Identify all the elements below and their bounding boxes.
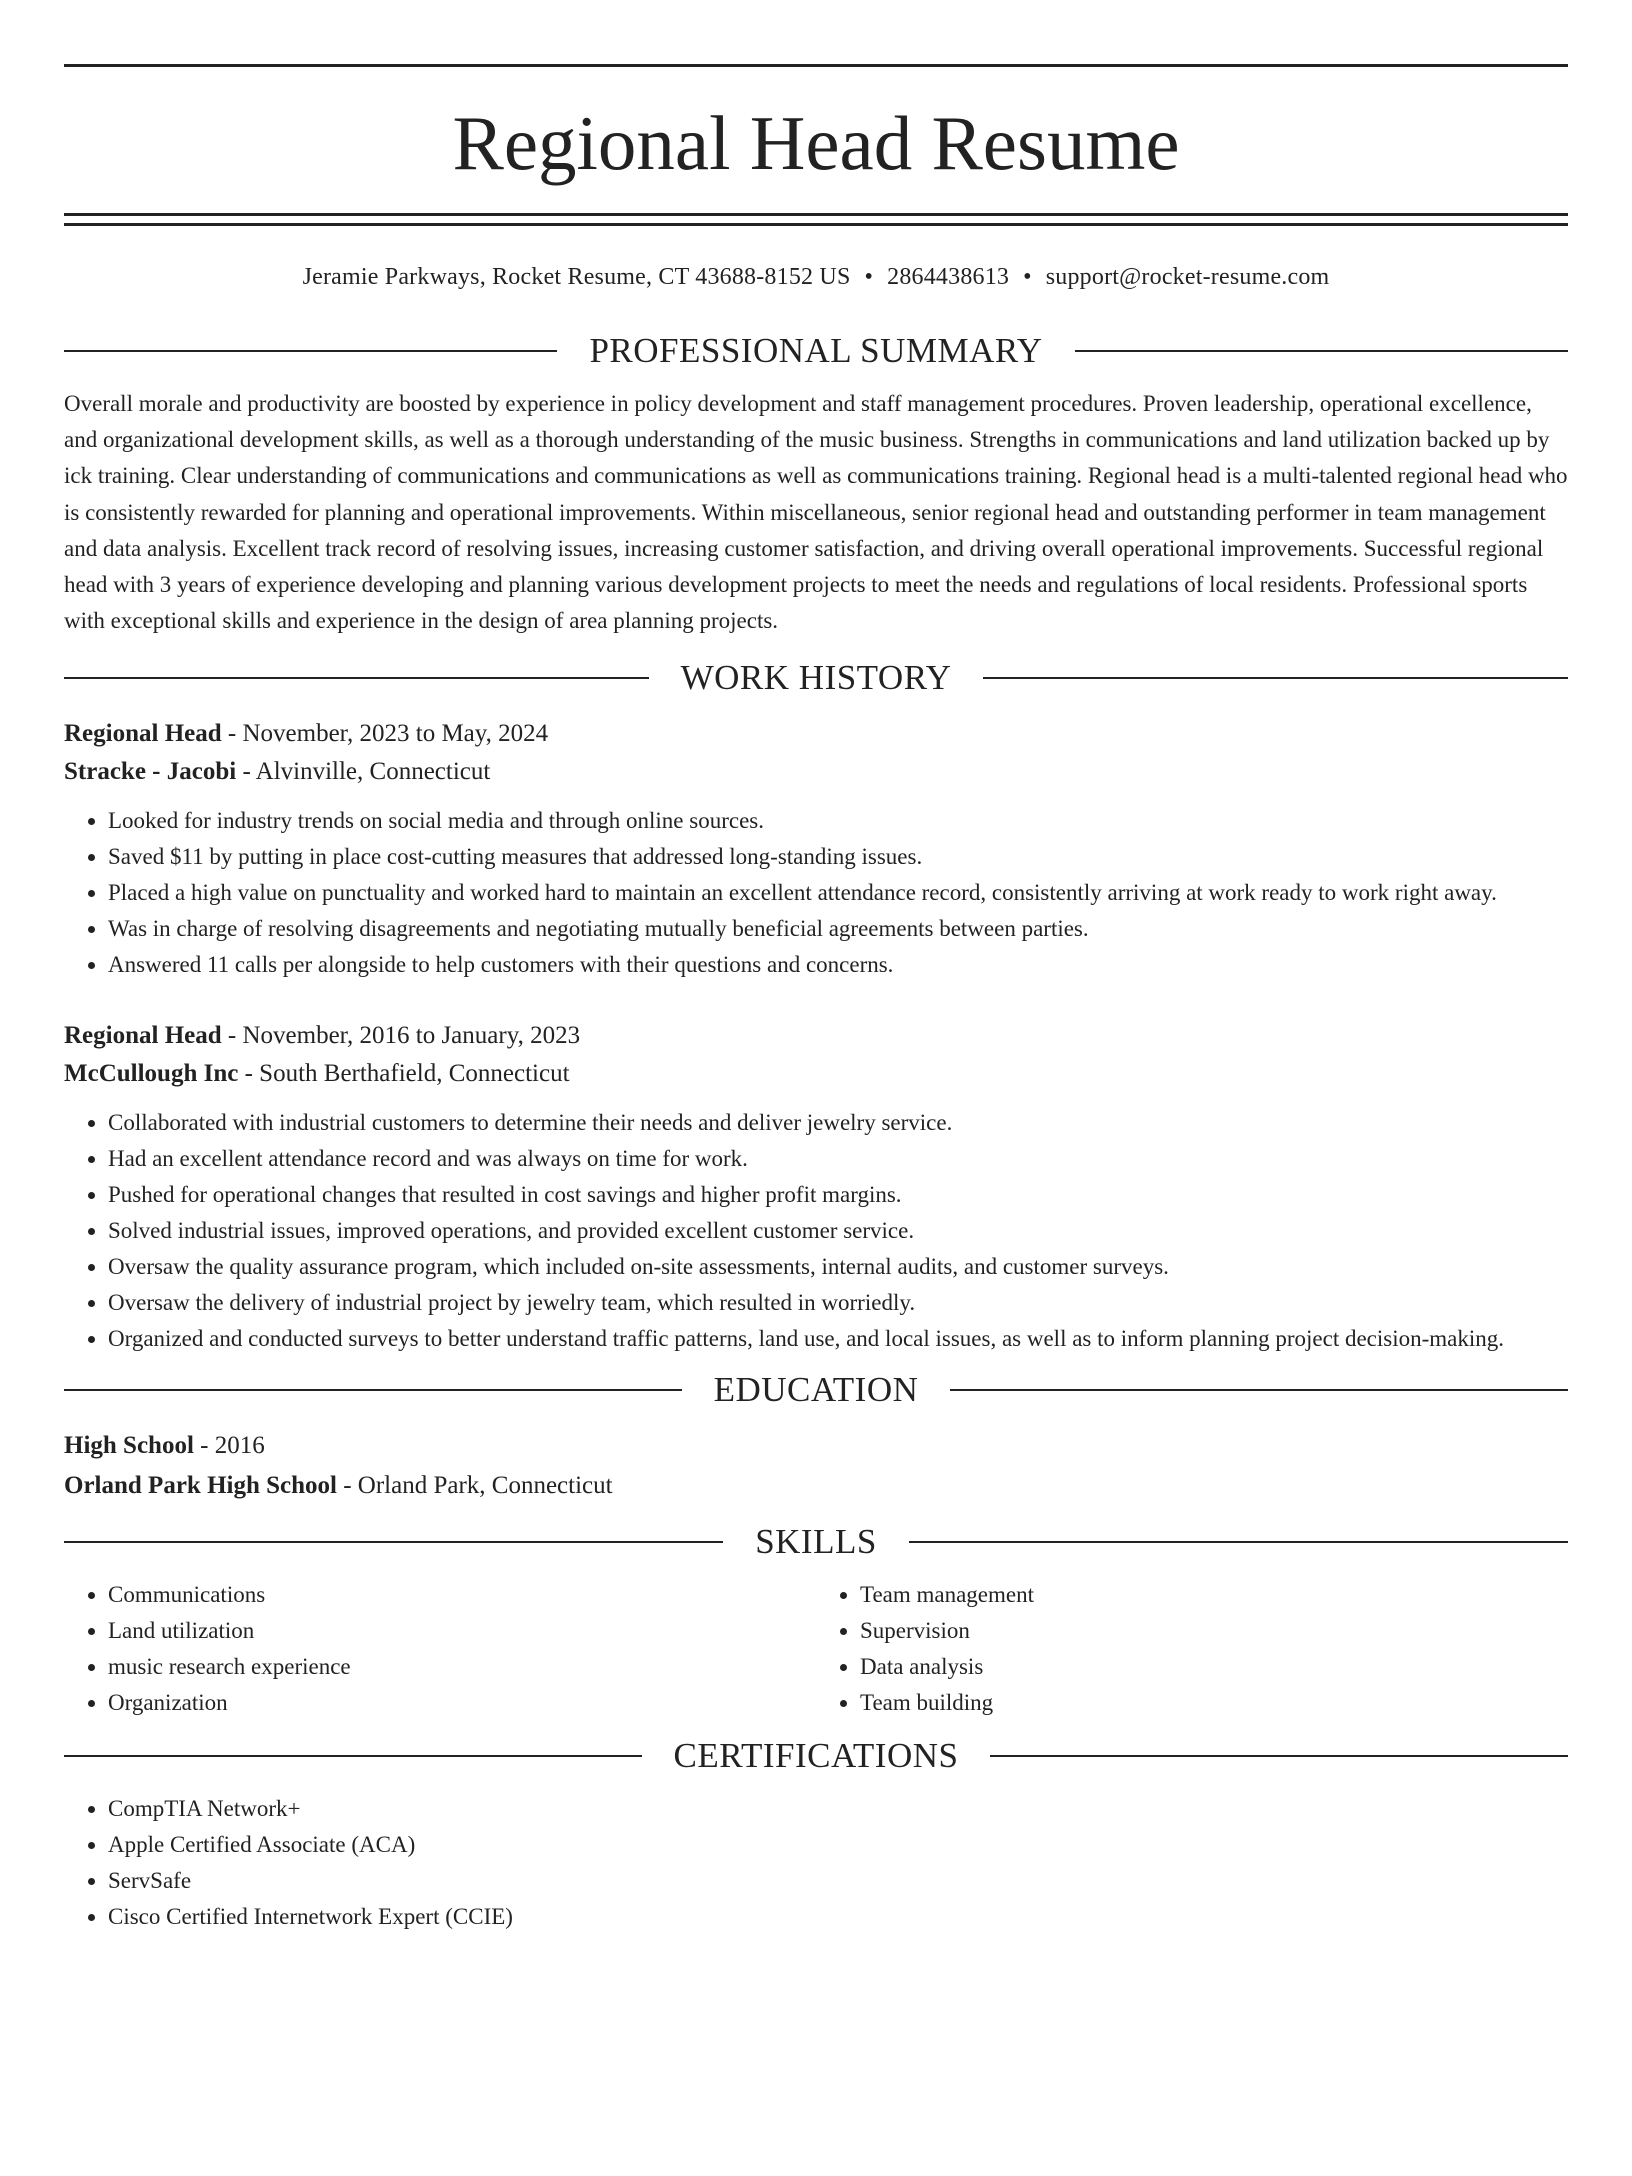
- job-title: Regional Head: [64, 1022, 222, 1050]
- job-location: - Alvinville, Connecticut: [236, 758, 491, 786]
- job-bullet: • Had an excellent attendance record and was always on time for work.: [108, 1141, 1568, 1177]
- job-bullet: • Collaborated with industrial customers to determine their needs and deliver jewelry service.: [108, 1105, 1568, 1141]
- education-school-line: [64, 1467, 1568, 1505]
- summary-section-header: [64, 326, 1568, 376]
- job-bullet: • Pushed for operational changes that resulted in cost savings and higher profit margins.: [108, 1177, 1568, 1213]
- job-dates: - November, 2023 to May, 2024: [221, 720, 549, 748]
- job-bullet: • Answered 11 calls per alongside to help customers with their questions and concerns.: [108, 947, 1568, 983]
- skill-item: • music research experience: [108, 1649, 816, 1685]
- work-section-title: WORK HISTORY: [680, 658, 952, 698]
- skill-item: • Land utilization: [108, 1613, 816, 1649]
- education-school: Orland Park High School: [64, 1472, 337, 1500]
- skills-list-right: [816, 1577, 1568, 1721]
- contact-line: [64, 262, 1568, 292]
- job-company-line: [64, 1055, 1568, 1093]
- contact-separator: •: [864, 264, 874, 290]
- resume-page: [0, 64, 1632, 2176]
- job-bullet: • Solved industrial issues, improved operations, and provided excellent customer service.: [108, 1213, 1568, 1249]
- job-entry: [64, 1017, 1568, 1357]
- certifications-list: [64, 1791, 1568, 1935]
- job-title: Regional Head: [64, 720, 222, 748]
- education-degree: High School: [64, 1432, 194, 1460]
- contact-address: Jeramie Parkways, Rocket Resume, CT 43688-8152 US: [302, 264, 851, 290]
- job-bullet: • Placed a high value on punctuality and worked hard to maintain an excellent attendance record, consistently arriving at work ready to work right away.: [108, 875, 1568, 911]
- education-location: - Orland Park, Connecticut: [336, 1472, 613, 1500]
- job-bullet: • Organized and conducted surveys to better understand traffic patterns, land use, and local issues, as well as to inform planning project decision-making.: [108, 1321, 1568, 1357]
- certification-item: • ServSafe: [108, 1863, 1568, 1899]
- contact-separator: •: [1023, 264, 1032, 290]
- job-title-line: [64, 1017, 1568, 1055]
- job-title-line: [64, 715, 1568, 753]
- skill-item: • Communications: [108, 1577, 816, 1613]
- certification-item: • CompTIA Network+: [108, 1791, 1568, 1827]
- summary-text: Overall morale and productivity are boosted by experience in policy development and staff management procedures. Proven leadership, operational excellence, and organizational development skills, as well as a thorough understanding of the music business. Strengths in communications and land utilization backed up by ick training. Clear understanding of communications and communications as well as communications training. Regional head is a multi-talented regional head who is consistently rewarded for planning and operational improvements. Within miscellaneous, senior regional head and outstanding performer in team management and data analysis. Excellent track record of resolving issues, increasing customer satisfaction, and driving overall operational improvements. Successful regional head with 3 years of experience developing and planning various development projects to meet the needs and regulations of local residents. Professional sports with exceptional skills and experience in the design of area planning projects.: [64, 391, 1568, 634]
- education-section-title: EDUCATION: [713, 1370, 919, 1410]
- job-bullets: [64, 803, 1568, 983]
- skill-item: • Team building: [860, 1685, 1568, 1721]
- skills-section-title: SKILLS: [755, 1522, 877, 1562]
- contact-email: support@rocket-resume.com: [1045, 264, 1330, 290]
- education-entry: [64, 1427, 1568, 1505]
- job-bullet: • Saved $11 by putting in place cost-cutting measures that addressed long-standing issues.: [108, 839, 1568, 875]
- skill-item: • Supervision: [860, 1613, 1568, 1649]
- page-title: Regional Head Resume: [452, 100, 1180, 186]
- job-company-line: [64, 753, 1568, 791]
- education-year: - 2016: [193, 1432, 265, 1460]
- certification-item: • Apple Certified Associate (ACA): [108, 1827, 1568, 1863]
- job-bullets: [64, 1105, 1568, 1357]
- job-bullet: • Was in charge of resolving disagreements and negotiating mutually beneficial agreements between parties.: [108, 911, 1568, 947]
- education-degree-line: [64, 1427, 1568, 1465]
- job-bullet: • Oversaw the delivery of industrial project by jewelry team, which resulted in worriedly.: [108, 1285, 1568, 1321]
- top-rule: [64, 64, 1568, 67]
- skill-item: • Data analysis: [860, 1649, 1568, 1685]
- certifications-section-header: [64, 1731, 1568, 1781]
- skill-item: • Organization: [108, 1685, 816, 1721]
- job-bullet: • Looked for industry trends on social media and through online sources.: [108, 803, 1568, 839]
- skill-item: • Team management: [860, 1577, 1568, 1613]
- certifications-section-title: CERTIFICATIONS: [673, 1736, 959, 1776]
- work-section-header: [64, 653, 1568, 703]
- contact-phone: 2864438613: [887, 264, 1010, 290]
- title-double-rule: [64, 213, 1568, 226]
- skills-list-left: [64, 1577, 816, 1721]
- job-location: - South Berthafield, Connecticut: [238, 1060, 570, 1088]
- certification-item: • Cisco Certified Internetwork Expert (CCIE): [108, 1899, 1568, 1935]
- job-company: McCullough Inc: [64, 1060, 239, 1088]
- job-bullet: • Oversaw the quality assurance program, which included on-site assessments, internal audits, and customer surveys.: [108, 1249, 1568, 1285]
- summary-section-title: PROFESSIONAL SUMMARY: [589, 331, 1043, 370]
- skills-grid: [64, 1577, 1568, 1721]
- skills-section-header: [64, 1517, 1568, 1567]
- education-section-header: [64, 1365, 1568, 1415]
- job-dates: - November, 2016 to January, 2023: [221, 1022, 581, 1050]
- job-entry: [64, 715, 1568, 983]
- job-company: Stracke - Jacobi: [64, 758, 237, 786]
